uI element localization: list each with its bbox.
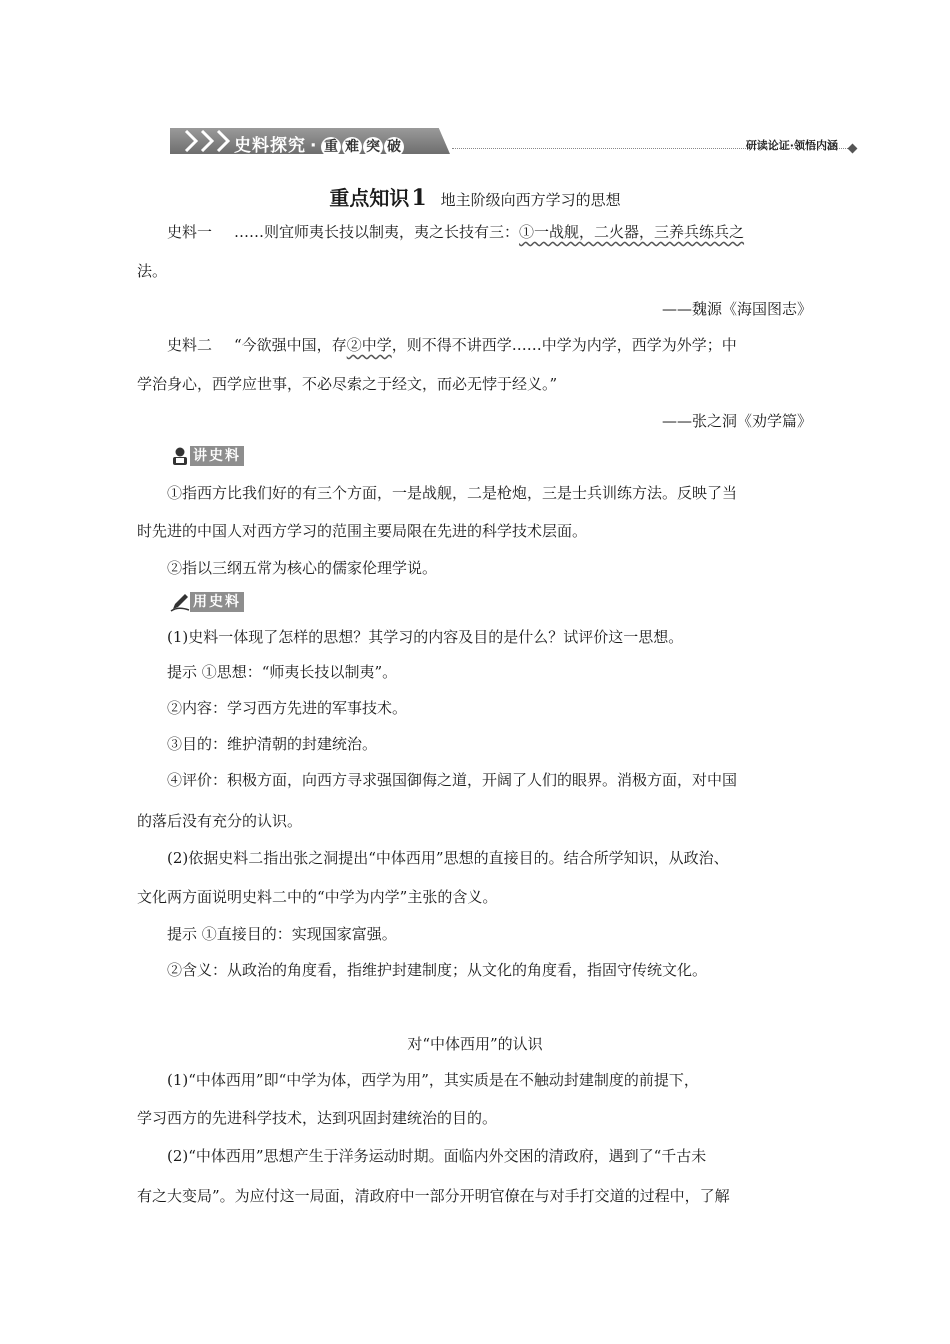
understanding-p2-line2: 有之大变局”。为应付这一局面，清政府中一部分开明官僚在与对手打交道的过程中，了解 — [137, 1187, 730, 1205]
source1-attribution: ——魏源《海国图志》 — [661, 300, 812, 318]
heading-number: 1 — [411, 185, 427, 211]
section-banner — [170, 128, 860, 158]
source1-label: 史料一 — [167, 223, 213, 241]
explain-tag — [170, 445, 244, 467]
chevron-right-icon — [200, 130, 214, 152]
answer-1-content: ②内容：学习西方先进的军事技术。 — [167, 699, 408, 717]
source2-attribution: ——张之洞《劝学篇》 — [661, 412, 812, 430]
source1-text: ……则宜师夷长技以制夷，夷之长技有三： — [234, 223, 520, 241]
answer-2-purpose: 提示 ①直接目的：实现国家富强。 — [167, 925, 397, 943]
banner-title — [234, 131, 405, 157]
answer-1-purpose: ③目的：维护清朝的封建统治。 — [167, 735, 378, 753]
source1-line2: 法。 — [137, 262, 168, 280]
question-2-line2: 文化两方面说明史料二中的“中学为内学”主张的含义。 — [137, 888, 498, 906]
chevron-right-icon — [184, 130, 198, 152]
source1-marked-text: ①一战舰，二火器，三养兵练兵之 — [519, 223, 745, 241]
explain-p2: ②指以三纲五常为核心的儒家伦理学说。 — [167, 559, 438, 577]
understanding-p2-line1: (2)“中体西用”思想产生于洋务运动时期。面临内外交困的清政府，遇到了“千古未 — [167, 1147, 707, 1165]
use-tag — [170, 591, 244, 613]
understanding-p1-line2: 学习西方的先进科学技术，达到巩固封建统治的目的。 — [137, 1109, 498, 1127]
banner-title-char: 重 — [321, 137, 341, 157]
explain-tag-label: 讲史料 — [190, 446, 244, 466]
use-tag-label: 用史料 — [190, 592, 244, 612]
answer-2-meaning: ②含义：从政治的角度看，指维护封建制度；从文化的角度看，指固守传统文化。 — [167, 961, 708, 979]
explain-p1-line1: ①指西方比我们好的有三个方面，一是战舰，二是枪炮，三是士兵训练方法。反映了当 — [167, 484, 738, 502]
answer-1-evaluation-line1: ④评价：积极方面，向西方寻求强国御侮之道，开阔了人们的眼界。消极方面，对中国 — [167, 771, 738, 789]
source2-label: 史料二 — [167, 336, 213, 354]
answer-1-thought: 提示 ①思想：“师夷长技以制夷”。 — [167, 663, 398, 681]
heading-label: 重点知识 — [329, 186, 410, 210]
source2-line2: 学治身心，西学应世事，不必尽索之于经文，而必无悖于经义。” — [137, 375, 558, 393]
understanding-title: 对“中体西用”的认识 — [407, 1035, 543, 1053]
question-1: (1)史料一体现了怎样的思想？其学习的内容及目的是什么？试评价这一思想。 — [167, 628, 684, 646]
answer-1-evaluation-line2: 的落后没有充分的认识。 — [137, 812, 303, 830]
understanding-p1-line1: (1)“中体西用”即“中学为体，西学为用”，其实质是在不触动封建制度的前提下， — [167, 1071, 699, 1089]
source2-marked-text: ②中学 — [346, 336, 392, 354]
source2-text: ，则不得不讲西学……中学为内学，西学为外学；中 — [391, 336, 737, 354]
pen-icon — [170, 592, 190, 612]
banner-title-char: 突 — [363, 137, 383, 157]
banner-right-label: 研读论证·领悟内涵 — [745, 139, 838, 152]
banner-title-char: 破 — [384, 137, 404, 157]
section-heading — [0, 182, 950, 211]
source1-line1 — [167, 221, 744, 243]
question-2-line1: (2)依据史料二指出张之洞提出“中体西用”思想的直接目的。结合所学知识，从政治、 — [167, 849, 729, 867]
chevron-right-icon — [216, 130, 230, 152]
banner-title-main: 史料探究 — [234, 136, 306, 156]
source2-line1 — [167, 334, 737, 356]
explain-p1-line2: 时先进的中国人对西方学习的范围主要局限在先进的科学技术层面。 — [137, 522, 588, 540]
heading-subtitle: 地主阶级向西方学习的思想 — [440, 191, 621, 209]
banner-title-char: 难 — [342, 137, 362, 157]
diamond-icon — [848, 144, 858, 154]
source2-text: “今欲强中国，存 — [234, 336, 347, 354]
banner-title-dot: · — [310, 136, 318, 156]
teacher-icon — [170, 446, 190, 466]
